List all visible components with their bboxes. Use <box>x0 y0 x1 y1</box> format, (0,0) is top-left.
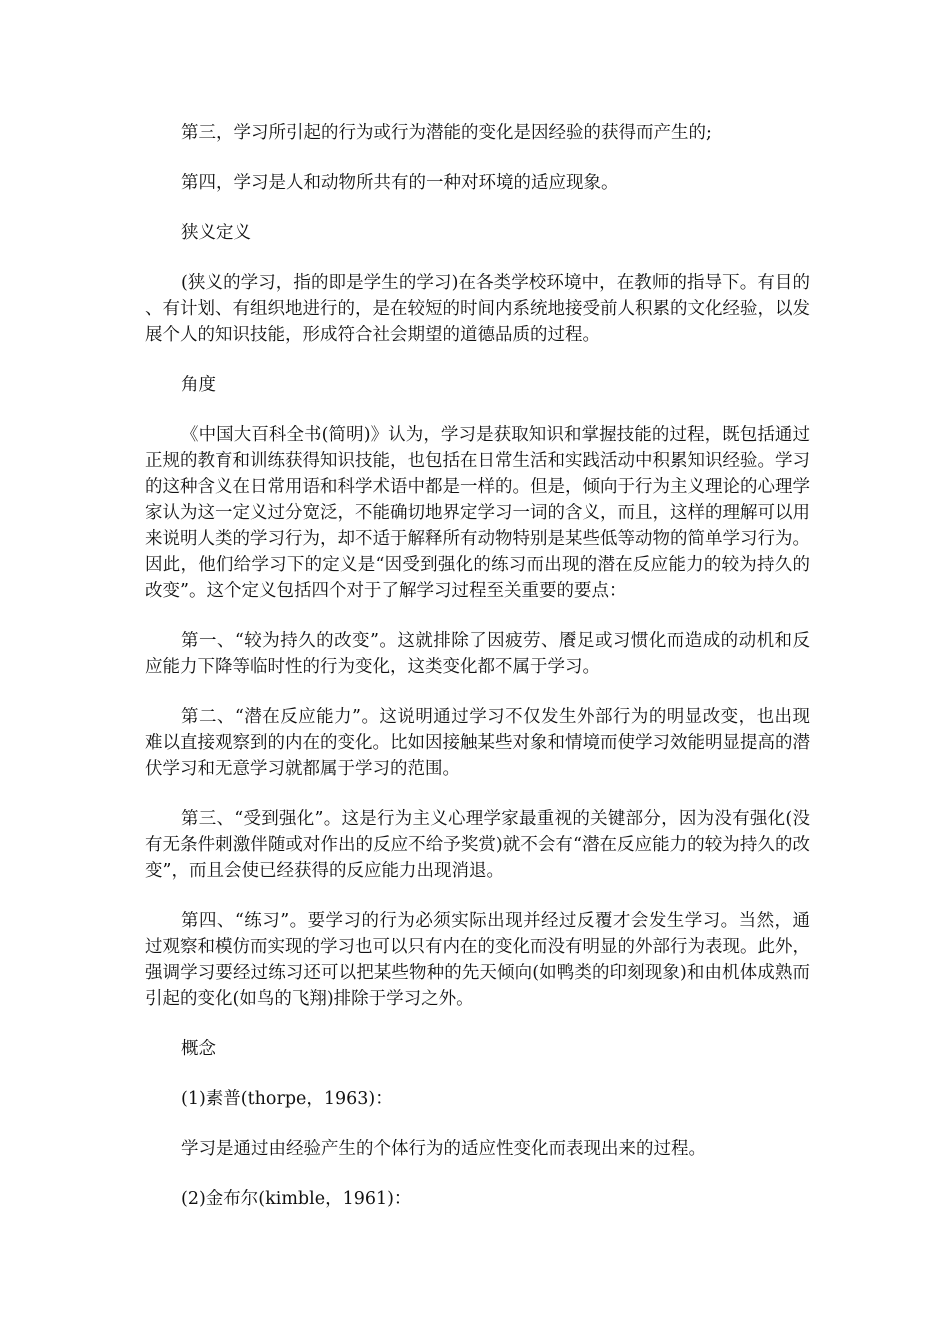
paragraph-thorpe-definition: 学习是通过由经验产生的个体行为的适应性变化而表现出来的过程。 <box>181 1139 706 1159</box>
document-body <box>145 120 810 1236</box>
paragraph-fourth-point: 第四，学习是人和动物所共有的一种对环境的适应现象。 <box>181 173 619 193</box>
heading-perspective: 角度 <box>181 375 216 395</box>
paragraph-narrow-definition: (狭义的学习，指的即是学生的学习)在各类学校环境中，在教师的指导下。有目的、有计划、有组织地进行的，是在较短的时间内系统地接受前人积累的文化经验，以发展个人的知识技能，形成符合社会期望的道德品质的过程。 <box>145 273 810 345</box>
paragraph-third-point: 第三，学习所引起的行为或行为潜能的变化是因经验的获得而产生的; <box>181 123 712 143</box>
heading-concept: 概念 <box>181 1039 216 1059</box>
paragraph-point-one: 第一、“较为持久的改变”。这就排除了因疲劳、餍足或习惯化而造成的动机和反应能力下降等临时性的行为变化，这类变化都不属于学习。 <box>145 631 810 677</box>
paragraph-point-four: 第四、“练习”。要学习的行为必须实际出现并经过反覆才会发生学习。当然，通过观察和模仿而实现的学习也可以只有内在的变化而没有明显的外部行为表现。此外，强调学习要经过练习还可以把某些物种的先天倾向(如鸭类的印刻现象)和由机体成熟而引起的变化(如鸟的飞翔)排除于学习之外。 <box>145 911 810 1009</box>
heading-narrow-definition: 狭义定义 <box>181 223 251 243</box>
paragraph-thorpe-citation: (1)素普(thorpe，1963)： <box>181 1089 393 1109</box>
paragraph-point-three: 第三、“受到强化”。这是行为主义心理学家最重视的关键部分，因为没有强化(没有无条件刺激伴随或对作出的反应不给予奖赏)就不会有“潜在反应能力的较为持久的改变”，而且会使已经获得的反应能力出现消退。 <box>145 809 810 881</box>
paragraph-point-two: 第二、“潜在反应能力”。这说明通过学习不仅发生外部行为的明显改变，也出现难以直接观察到的内在的变化。比如因接触某些对象和情境而使学习效能明显提高的潜伏学习和无意学习就都属于学习的范围。 <box>145 707 810 779</box>
paragraph-encyclopedia: 《中国大百科全书(简明)》认为，学习是获取知识和掌握技能的过程，既包括通过正规的教育和训练获得知识技能，也包括在日常生活和实践活动中积累知识经验。学习的这种含义在日常用语和科学术语中都是一样的。但是，倾向于行为主义理论的心理学家认为这一定义过分宽泛，不能确切地界定学习一词的含义，而且，这样的理解可以用来说明人类的学习行为，却不适于解释所有动物特别是某些低等动物的简单学习行为。因此，他们给学习下的定义是“因受到强化的练习而出现的潜在反应能力的较为持久的改变”。这个定义包括四个对于了解学习过程至关重要的要点： <box>145 425 810 601</box>
paragraph-kimble-citation: (2)金布尔(kimble，1961)： <box>181 1189 412 1209</box>
